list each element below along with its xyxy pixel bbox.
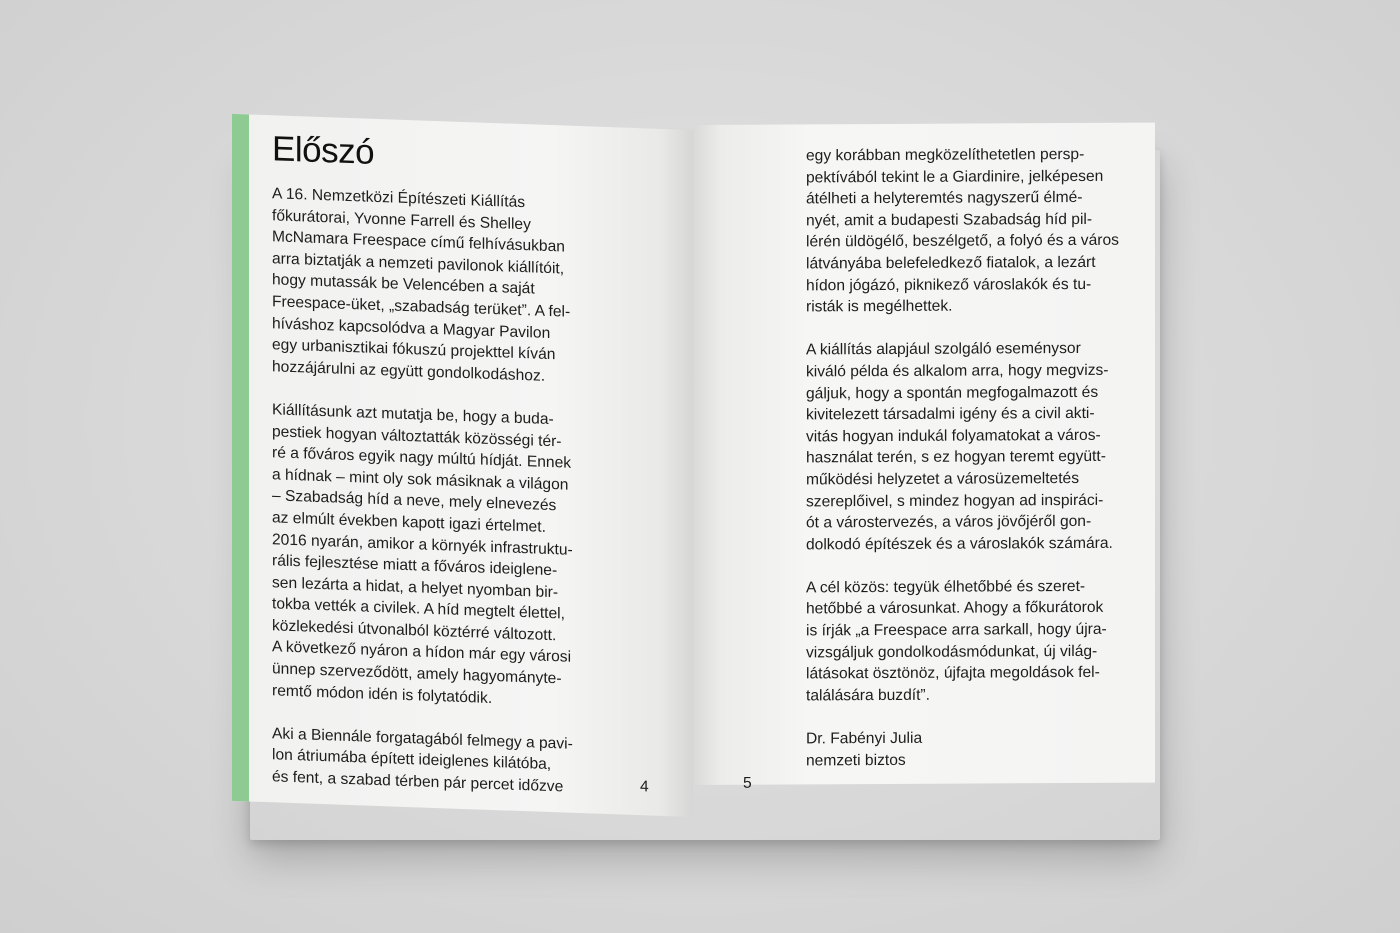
text-line: tokba vették a civilek. A híd megtelt élettel,	[272, 595, 565, 623]
text-line: 2016 nyarán, amikor a környék infrastruktu-	[272, 530, 573, 559]
text-line: is írják „a Freespace arra sarkall, hogy újra-	[806, 620, 1107, 640]
text-line: rális fejlesztése miatt a főváros ideiglene-	[272, 552, 558, 580]
page-heading: Előszó	[272, 129, 375, 172]
paragraph-gap	[806, 705, 1146, 728]
paragraph-gap	[806, 554, 1146, 577]
text-line: hetőbbé a városunkat. Ahogy a főkurátorok	[806, 599, 1104, 618]
text-line: Aki a Biennále forgatagából felmegy a pavi-	[272, 725, 573, 753]
text-line: vitás hogyan indukál folyamatokat a város-	[806, 426, 1101, 446]
right-page	[693, 123, 1155, 792]
text-line: működési helyzetet a városüzemeltetés	[806, 469, 1080, 489]
text-line: risták is megélhettek.	[806, 297, 953, 316]
text-line: Dr. Fabényi Julia	[806, 729, 923, 748]
text-line: találására buzdít”.	[806, 686, 930, 705]
text-line: ré a főváros egyik nagy múltú hídját. Ennek	[272, 444, 572, 472]
text-line: A következő nyáron a hídon már egy városi	[272, 638, 572, 667]
text-line: – Szabadság híd a neve, mely elnevezés	[272, 487, 557, 515]
text-line: lérén üldögélő, beszélgető, a folyó és a város	[806, 232, 1119, 251]
text-line: híváshoz kapcsolódva a Magyar Pavilon	[272, 314, 551, 342]
page-number-right: 5	[743, 774, 752, 792]
text-line: átélheti a helyteremtés nagyszerű élmé-	[806, 189, 1083, 208]
text-line: szereplőivel, s mindez hogyan ad inspiráci-	[806, 491, 1104, 510]
text-line: a hídnak – mint oly sok másiknak a világon	[272, 466, 569, 494]
text-line: A kiállítás alapjául szolgáló eseménysor	[806, 340, 1081, 359]
text-line: használat terén, s ez hogyan teremt együtt-	[806, 448, 1106, 467]
text-line: egy urbanisztikai fókuszú projekttel kíván	[272, 336, 556, 364]
right-text-column	[806, 144, 1146, 772]
text-line: arra biztatják a nemzeti pavilonok kiállítóit,	[272, 250, 565, 278]
text-line: főkurátorai, Yvonne Farrell és Shelley	[272, 206, 531, 233]
left-text-column	[272, 183, 612, 799]
text-line: A cél közös: tegyük élhetőbbé és szeret-	[806, 577, 1086, 597]
text-line: lon átriumába épített ideiglenes kilátóba,	[272, 746, 552, 774]
text-line: dolkodó építészek és a városlakók számára.	[806, 534, 1113, 554]
text-line: kivitelezett társadalmi igény és a civil akti-	[806, 405, 1095, 424]
text-line: ünnep szerveződött, amely hagyományte-	[272, 660, 562, 688]
text-line: közlekedési útvonalból köztérré változott.	[272, 617, 557, 645]
text-line: kiváló példa és alkalom arra, hogy megvizs-	[806, 361, 1109, 381]
text-line: látásokat ösztönöz, újfajta megoldások fel-	[806, 664, 1100, 683]
text-line: Kiállításunk azt mutatja be, hogy a buda-	[272, 401, 554, 429]
text-line: A 16. Nemzetközi Építészeti Kiállítás	[272, 185, 526, 212]
text-line: vizsgáljuk gondolkodásmódunkat, új világ-	[806, 642, 1098, 662]
text-line: ót a várostervezés, a város jövőjéről gon-	[806, 513, 1092, 532]
text-line: nyét, amit a budapesti Szabadság híd pil-	[806, 210, 1093, 230]
text-line: és fent, a szabad térben pár percet időzve	[272, 768, 564, 796]
text-line: pektívából tekint le a Giardinire, jelképesen	[806, 167, 1104, 187]
page-number-left: 4	[640, 778, 649, 796]
green-accent-band	[232, 114, 249, 802]
text-line: McNamara Freespace című felhívásukban	[272, 228, 565, 256]
paragraph-gap	[806, 316, 1146, 339]
text-line: az elmúlt években kapott igazi értelmet.	[272, 509, 546, 536]
text-line: hogy mutassák be Velencében a saját	[272, 271, 535, 298]
text-line: hozzájárulni az együtt gondolkodáshoz.	[272, 358, 546, 385]
text-line: nemzeti biztos	[806, 751, 906, 770]
text-line: látványába belefeledkező fiatalok, a lezárt	[806, 253, 1096, 273]
text-line: pestiek hogyan változtatták közösségi tér-	[272, 422, 562, 450]
text-line: Freespace-üket, „szabadság terüket”. A fel-	[272, 293, 571, 321]
text-line: remtő módon idén is folytatódik.	[272, 681, 493, 707]
text-line: gáljuk, hogy a spontán megfogalmazott és	[806, 383, 1099, 402]
text-line: sen lezárta a hidat, a helyet nyomban bir-	[272, 573, 559, 601]
left-page	[232, 114, 693, 817]
text-line: hídon jógázó, piknikező városlakók és tu-	[806, 275, 1092, 294]
text-line: egy korábban megközelíthetetlen persp-	[806, 145, 1085, 165]
